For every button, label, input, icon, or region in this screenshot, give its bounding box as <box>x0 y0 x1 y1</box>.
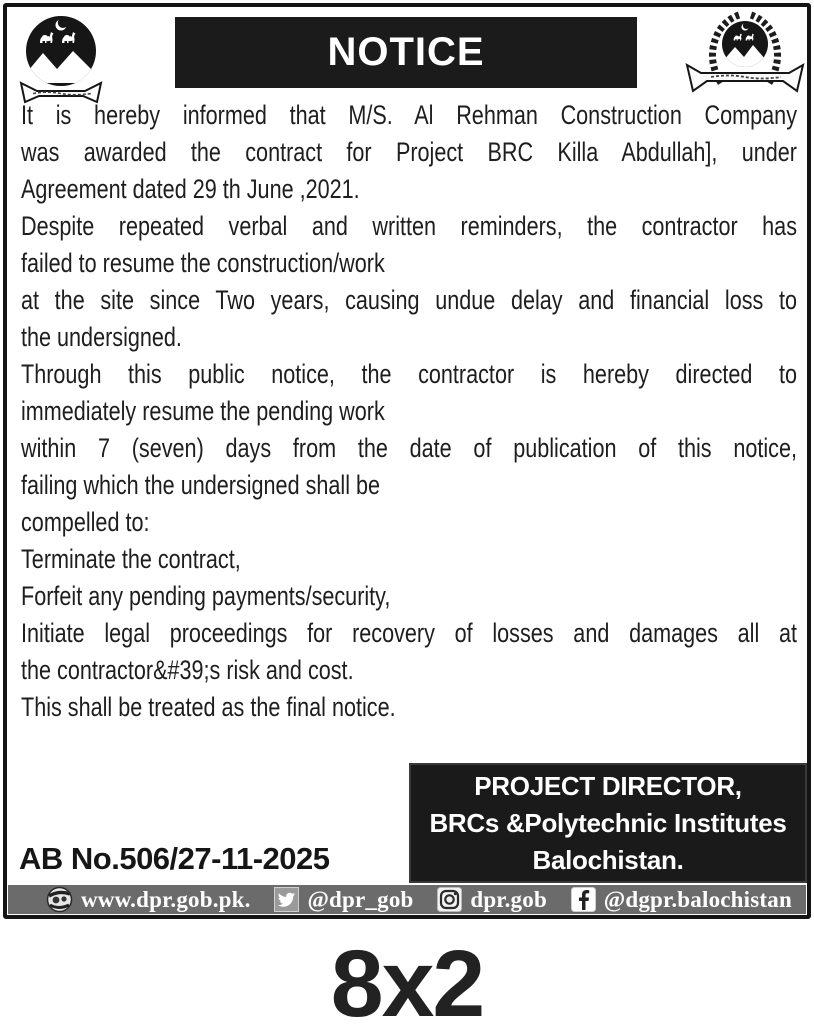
ab-number: AB No.506/27-11-2025 <box>19 841 330 876</box>
social-bar <box>8 883 806 914</box>
body-line: the contractor&#39;s risk and cost. <box>21 655 354 685</box>
body-line: at the site since Two years, causing undue delay and financial loss to <box>21 285 797 315</box>
body-line: failing which the undersigned shall be <box>21 470 381 500</box>
instagram-handle: dpr.gob <box>470 886 547 912</box>
body-line: was awarded the contract for Project BRC Killa Abdullah], under <box>21 137 797 167</box>
body-line: This shall be treated as the final notice. <box>21 692 396 722</box>
balochistan-emblem-icon <box>15 11 117 105</box>
twitter-item <box>274 887 413 913</box>
body-line: failed to resume the construction/work <box>21 248 385 278</box>
facebook-icon <box>571 887 596 912</box>
body-line: Through this public notice, the contractor is hereby directed to <box>21 359 797 389</box>
body-line: Agreement dated 29 th June ,2021. <box>21 174 360 204</box>
instagram-icon <box>437 887 462 912</box>
body-line: Initiate legal proceedings for recovery of losses and damages all at <box>21 618 797 648</box>
twitter-icon <box>274 887 299 912</box>
ad-size-label: 8x2 <box>330 931 484 1024</box>
notice-title-bar <box>175 17 637 88</box>
twitter-handle: @dpr_gob <box>307 886 414 912</box>
notice-body <box>21 97 797 726</box>
body-line: compelled to: <box>21 507 150 537</box>
notice-title: NOTICE <box>327 30 485 74</box>
signatory-title: PROJECT DIRECTOR, <box>474 770 742 801</box>
facebook-handle: @dgpr.balochistan <box>603 886 792 912</box>
instagram-item <box>437 887 547 913</box>
body-line: Forfeit any pending payments/security, <box>21 581 391 611</box>
body-line: immediately resume the pending work <box>21 396 385 426</box>
signature-box <box>409 763 807 883</box>
body-line: the undersigned. <box>21 322 182 352</box>
facebook-item <box>571 887 792 913</box>
globe-icon <box>46 886 73 913</box>
signatory-region: Balochistan. <box>532 844 684 875</box>
notice-container <box>3 3 811 919</box>
dgpr-emblem-icon <box>685 11 805 103</box>
body-line: It is hereby informed that M/S. Al Rehman Construction Company <box>21 100 797 130</box>
signatory-org: BRCs &Polytechnic Institutes <box>429 807 787 838</box>
website-item <box>46 886 251 913</box>
body-line: Terminate the contract, <box>21 544 241 574</box>
website-label: www.dpr.gob.pk. <box>81 886 251 912</box>
body-line: within 7 (seven) days from the date of publication of this notice, <box>21 433 797 463</box>
body-line: Despite repeated verbal and written reminders, the contractor has <box>21 211 797 241</box>
